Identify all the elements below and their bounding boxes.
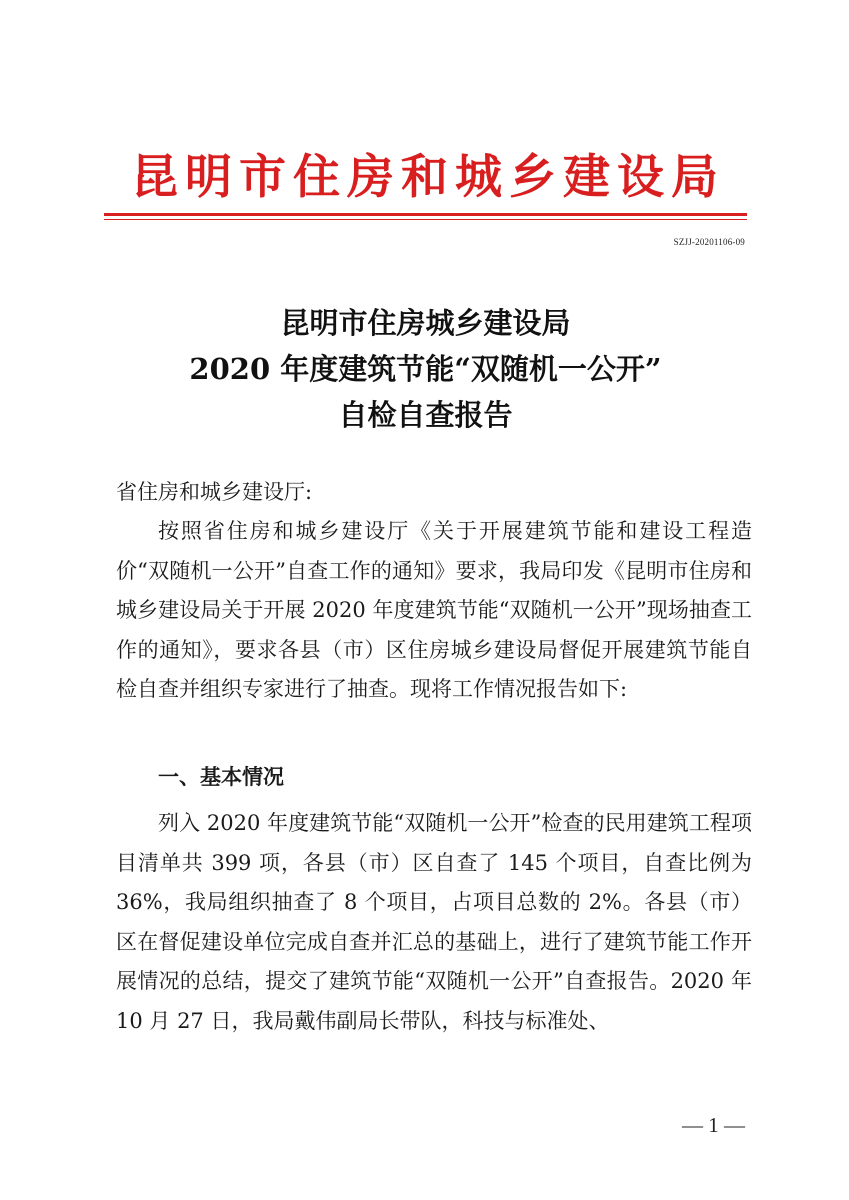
document-title [104,300,747,438]
title-line-1: 昆明市住房城乡建设局 [280,306,571,340]
title-line-3: 自检自查报告 [338,398,513,432]
paragraph-intro: 按照省住房和城乡建设厅《关于开展建筑节能和建设工程造价“双随机一公开”自查工作的通知》要求，我局印发《昆明市住房和城乡建设局关于开展 2020 年度建筑节能“双随机一公开”现场抽查工作的通知》，要求各县（市）区住房城乡建设局督促开展建筑节能自检自查并组织专家进行了抽查。现将工作情况报告如下: [116,519,752,701]
letterhead-rule-thin [104,219,747,220]
letterhead-rule-thick [104,213,747,216]
page-number: — 1 — [682,1113,745,1137]
section-heading-basic-situation: 一、基本情况 [158,765,284,789]
document-number: SZJJ-20201106-09 [673,237,745,247]
title-line-2: 2020 年度建筑节能“双随机一公开” [189,352,662,386]
letterhead-org-name: 昆明市住房和城乡建设局 [131,150,725,205]
salutation: 省住房和城乡建设厅: [116,480,313,504]
paragraph-basic-situation: 列入 2020 年度建筑节能“双随机一公开”检查的民用建筑工程项目清单共 399 项，各县（市）区自查了 145 个项目，自查比例为 36%，我局组织抽查了 8 个项目，占项目总数的 2%。各县（市）区在督促建设单位完成自查并汇总的基础上，进行了建筑节能工作开展情况的总结，提交了建筑节能“双随机一公开”自查报告。2020 年 10 月 27 日，我局戴伟副局长带队，科技与标准处、 [116,811,752,1033]
